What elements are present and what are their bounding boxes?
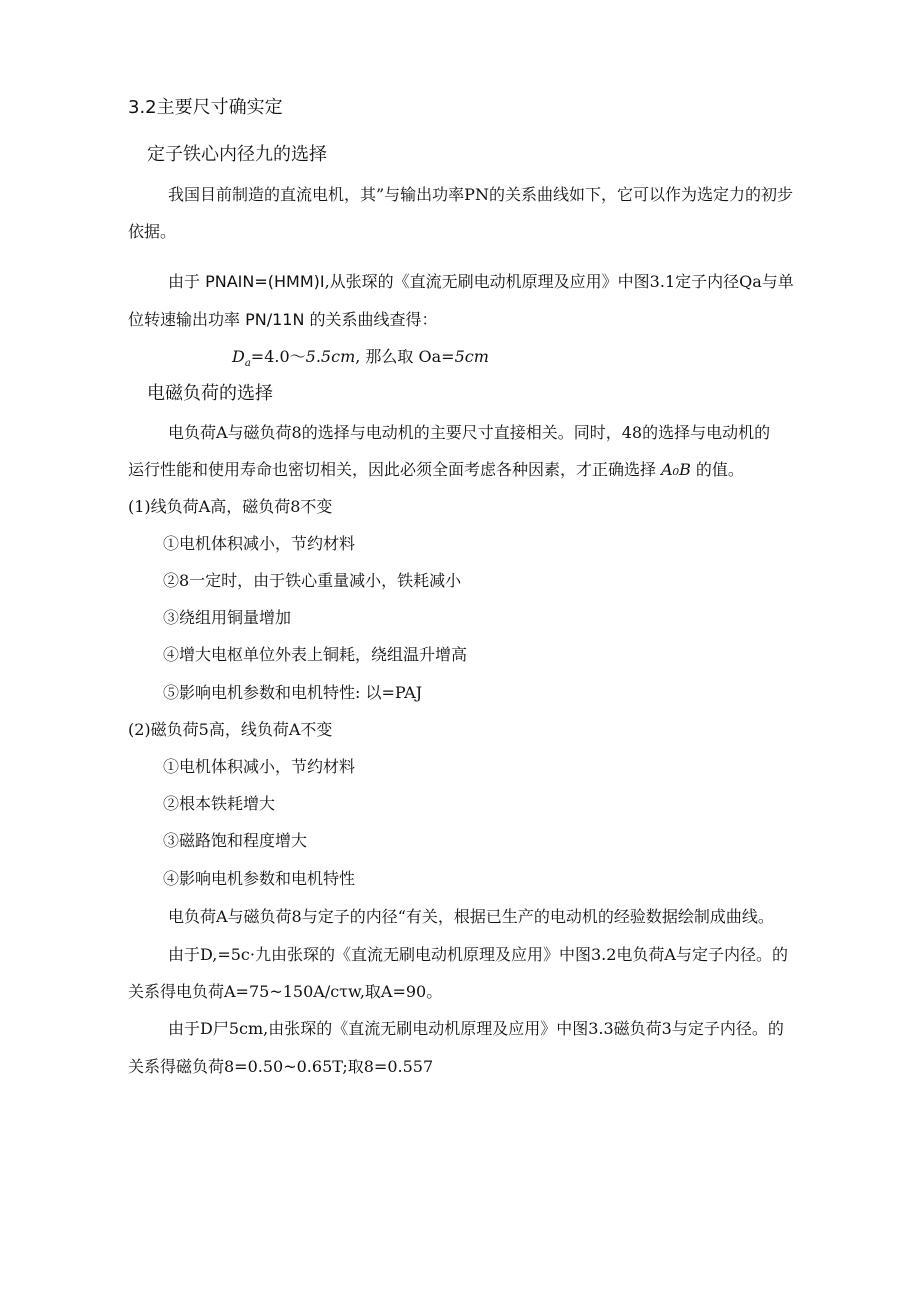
list-item: ③绕组用铜量增加	[163, 608, 292, 627]
formula-part: =4.0～	[250, 347, 306, 366]
formula-pn-ratio: PN/11N	[245, 310, 305, 329]
paragraph-5-line-1: 由于D,=5c·九由张琛的《直流无刷电动机原理及应用》中图3.2电负荷A与定子内径。的	[168, 945, 788, 964]
text-fragment: 的值。	[690, 460, 744, 479]
paragraph-6-line-2: 关系得磁负荷8=0.50~0.65T;取8=0.557	[128, 1057, 434, 1076]
formula-value: 5cm	[454, 347, 489, 366]
section-heading: 3.2主要尺寸确实定	[128, 97, 283, 118]
formula-part: , 那么取 Oa=	[355, 347, 455, 366]
formula-range: 5.5cm	[305, 347, 356, 366]
paragraph-6-line-1: 由于D尸5cm,由张琛的《直流无刷电动机原理及应用》中图3.3磁负荷3与定子内径。的	[168, 1019, 784, 1038]
list-item: ②根本铁耗增大	[163, 794, 276, 813]
list-item: ④影响电机参数和电机特性	[163, 869, 356, 888]
case-2-title: (2)磁负荷5高，线负荷A不变	[128, 720, 333, 739]
text-fragment: 的关系曲线查得：	[304, 310, 438, 329]
text-fragment: 运行性能和使用寿命也密切相关，因此必须全面考虑各种因素，才正确选择	[128, 460, 662, 479]
paragraph-2-line-2	[128, 309, 438, 331]
paragraph-5-line-2: 关系得电负荷A=75~150A/cτw,取A=90。	[128, 982, 443, 1001]
formula-da	[232, 346, 489, 375]
list-item: ②8一定时，由于铁心重量减小，铁耗减小	[163, 571, 462, 590]
text-fragment: ,从张琛的《直流无刷电动机原理及应用》中图3.1定子内径Qa与单	[324, 272, 794, 291]
formula-subscript: a	[244, 358, 251, 370]
paragraph-1-line-1: 我国目前制造的直流电机，其”与输出功率PN的关系曲线如下，它可以作为选定力的初步	[168, 185, 793, 204]
paragraph-4: 电负荷A与磁负荷8与定子的内径“有关，根据已生产的电动机的经验数据绘制成曲线。	[168, 907, 774, 926]
list-item: ⑤影响电机参数和电机特性: 以=PAJ	[163, 683, 423, 702]
symbol-ab: A₀B	[661, 460, 691, 479]
paragraph-2-line-1	[168, 271, 794, 293]
list-item: ①电机体积减小，节约材料	[163, 757, 356, 776]
text-fragment: 由于	[168, 272, 206, 291]
subheading-electromagnetic-load: 电磁负荷的选择	[147, 383, 273, 404]
subheading-inner-diameter: 定子铁心内径九的选择	[147, 144, 327, 165]
list-item: ③磁路饱和程度增大	[163, 831, 308, 850]
case-1-title: (1)线负荷A高，磁负荷8不变	[128, 497, 333, 516]
text-fragment: 位转速输出功率	[128, 310, 246, 329]
paragraph-3-line-2	[128, 459, 744, 481]
list-item: ④增大电枢单位外表上铜耗，绕组温升增高	[163, 645, 468, 664]
paragraph-3-line-1: 电负荷A与磁负荷8的选择与电动机的主要尺寸直接相关。同时，48的选择与电动机的	[168, 423, 771, 442]
paragraph-1-line-2: 依据。	[128, 222, 177, 241]
formula-pnain: PNAIN=(HMM)I	[205, 272, 325, 291]
formula-symbol: D	[232, 347, 245, 366]
list-item: ①电机体积减小，节约材料	[163, 534, 356, 553]
